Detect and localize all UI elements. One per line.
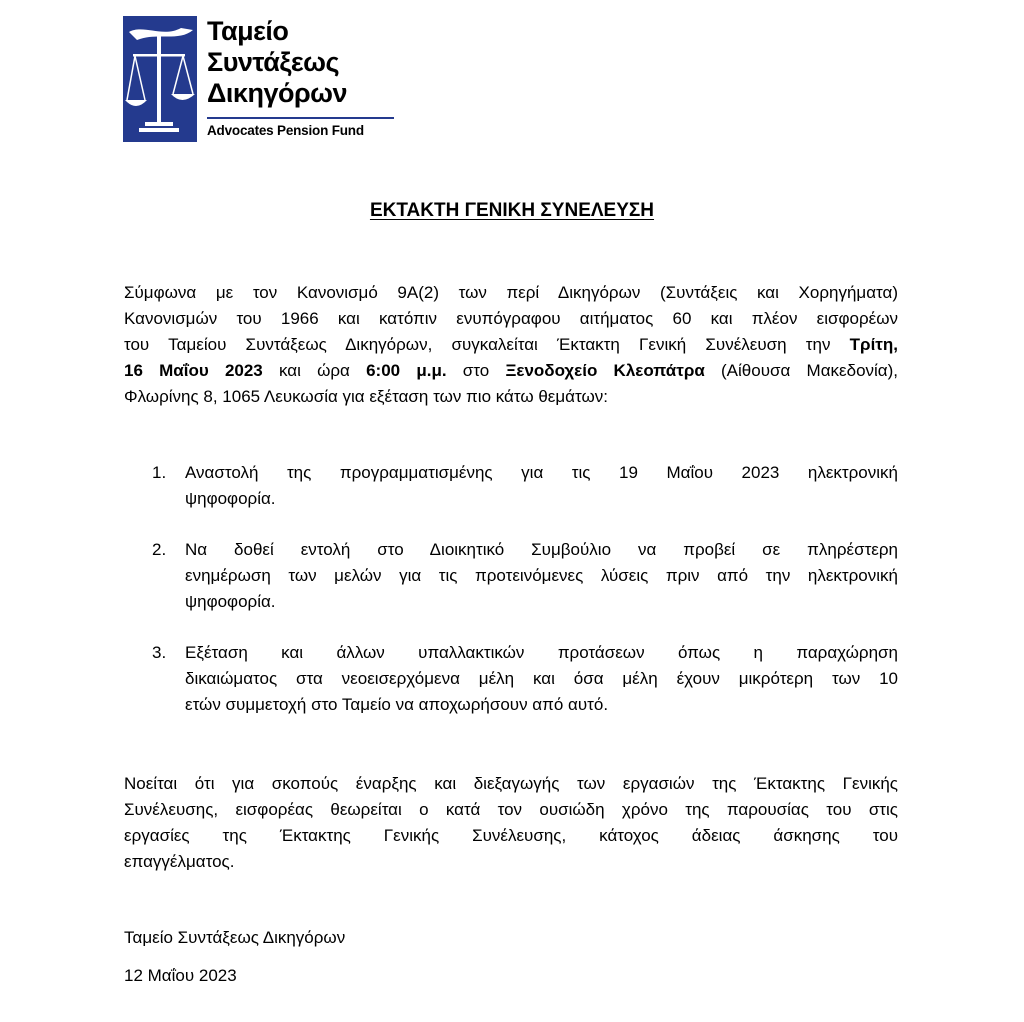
document-title: ΕΚΤΑΚΤΗ ΓΕΝΙΚΗ ΣΥΝΕΛΕΥΣΗ bbox=[369, 200, 655, 221]
logo-name bbox=[207, 16, 397, 109]
note-line: εργασίες της Έκτακτης Γενικής Συνέλευσης, κάτοχος άδειας άσκησης του bbox=[124, 826, 898, 845]
intro-line bbox=[124, 332, 898, 358]
logo-english-name: Advocates Pension Fund bbox=[207, 123, 364, 138]
signature-date: 12 Μαΐου 2023 bbox=[124, 966, 237, 985]
intro-text: στο bbox=[446, 361, 506, 380]
intro-line: Φλωρίνης 8, 1065 Λευκωσία για εξέταση των πιο κάτω θεμάτων: bbox=[124, 387, 608, 406]
agenda-item-line: ψηφοφορία. bbox=[185, 489, 276, 508]
logo bbox=[123, 16, 397, 142]
agenda-item-line: Εξέταση και άλλων υπαλλακτικών προτάσεων όπως η παραχώρηση bbox=[185, 643, 898, 662]
intro-line: Σύμφωνα με τον Κανονισμό 9Α(2) των περί Δικηγόρων (Συντάξεις και Χορηγήματα) bbox=[124, 283, 898, 302]
logo-name-line2: Συντάξεως bbox=[207, 47, 340, 77]
note-paragraph bbox=[124, 771, 898, 875]
agenda-item-number: 2. bbox=[152, 540, 167, 559]
meeting-venue: Ξενοδοχείο Κλεοπάτρα bbox=[505, 361, 705, 380]
note-line: Νοείται ότι για σκοπούς έναρξης και διεξαγωγής των εργασιών της Έκτακτης Γενικής bbox=[124, 774, 898, 793]
meeting-day: Τρίτη, bbox=[849, 335, 898, 354]
agenda-item-text bbox=[185, 640, 898, 718]
logo-name-line3: Δικηγόρων bbox=[207, 78, 347, 108]
agenda-item-number: 1. bbox=[152, 463, 167, 482]
agenda-item-line: Αναστολή της προγραμματισμένης για τις 19 Μαΐου 2023 ηλεκτρονική bbox=[185, 463, 898, 482]
intro-paragraph bbox=[124, 280, 898, 410]
intro-line bbox=[124, 358, 898, 384]
intro-line: Κανονισμών του 1966 και κατόπιν ενυπόγραφου αιτήματος 60 και πλέον εισφορέων bbox=[124, 309, 898, 328]
signature-organization: Ταμείο Συντάξεως Δικηγόρων bbox=[124, 928, 346, 947]
intro-text: και ώρα bbox=[262, 361, 367, 380]
agenda-item-text bbox=[185, 460, 898, 512]
agenda-item-line: Να δοθεί εντολή στο Διοικητικό Συμβούλιο να προβεί σε πληρέστερη bbox=[185, 540, 898, 559]
meeting-date: 16 Μαΐου 2023 bbox=[124, 361, 263, 380]
logo-name-line1: Ταμείο bbox=[207, 16, 289, 46]
logo-divider bbox=[207, 117, 394, 119]
intro-text: του Ταμείου Συντάξεως Δικηγόρων, συγκαλείται Έκτακτη Γενική Συνέλευση την bbox=[124, 335, 850, 354]
intro-text: (Αίθουσα Μακεδονία), bbox=[704, 361, 899, 380]
agenda-item-line: ετών συμμετοχή στο Ταμείο να αποχωρήσουν από αυτό. bbox=[185, 695, 609, 714]
agenda-item-line: ψηφοφορία. bbox=[185, 592, 276, 611]
meeting-time: 6:00 μ.μ. bbox=[366, 361, 447, 380]
agenda-item-line: δικαιώματος στα νεοεισερχόμενα μέλη και όσα μέλη έχουν μικρότερη των 10 bbox=[185, 669, 898, 688]
agenda-item-line: ενημέρωση των μελών για τις προτεινόμενες λύσεις πριν από την ηλεκτρονική bbox=[185, 566, 898, 585]
agenda-item-number: 3. bbox=[152, 643, 167, 662]
scales-of-justice-icon bbox=[123, 16, 197, 142]
note-line: επαγγέλματος. bbox=[124, 852, 235, 871]
agenda-item-text bbox=[185, 537, 898, 615]
note-line: Συνέλευσης, εισφορέας θεωρείται ο κατά τον ουσιώδη χρόνο της παρουσίας του στις bbox=[124, 800, 898, 819]
